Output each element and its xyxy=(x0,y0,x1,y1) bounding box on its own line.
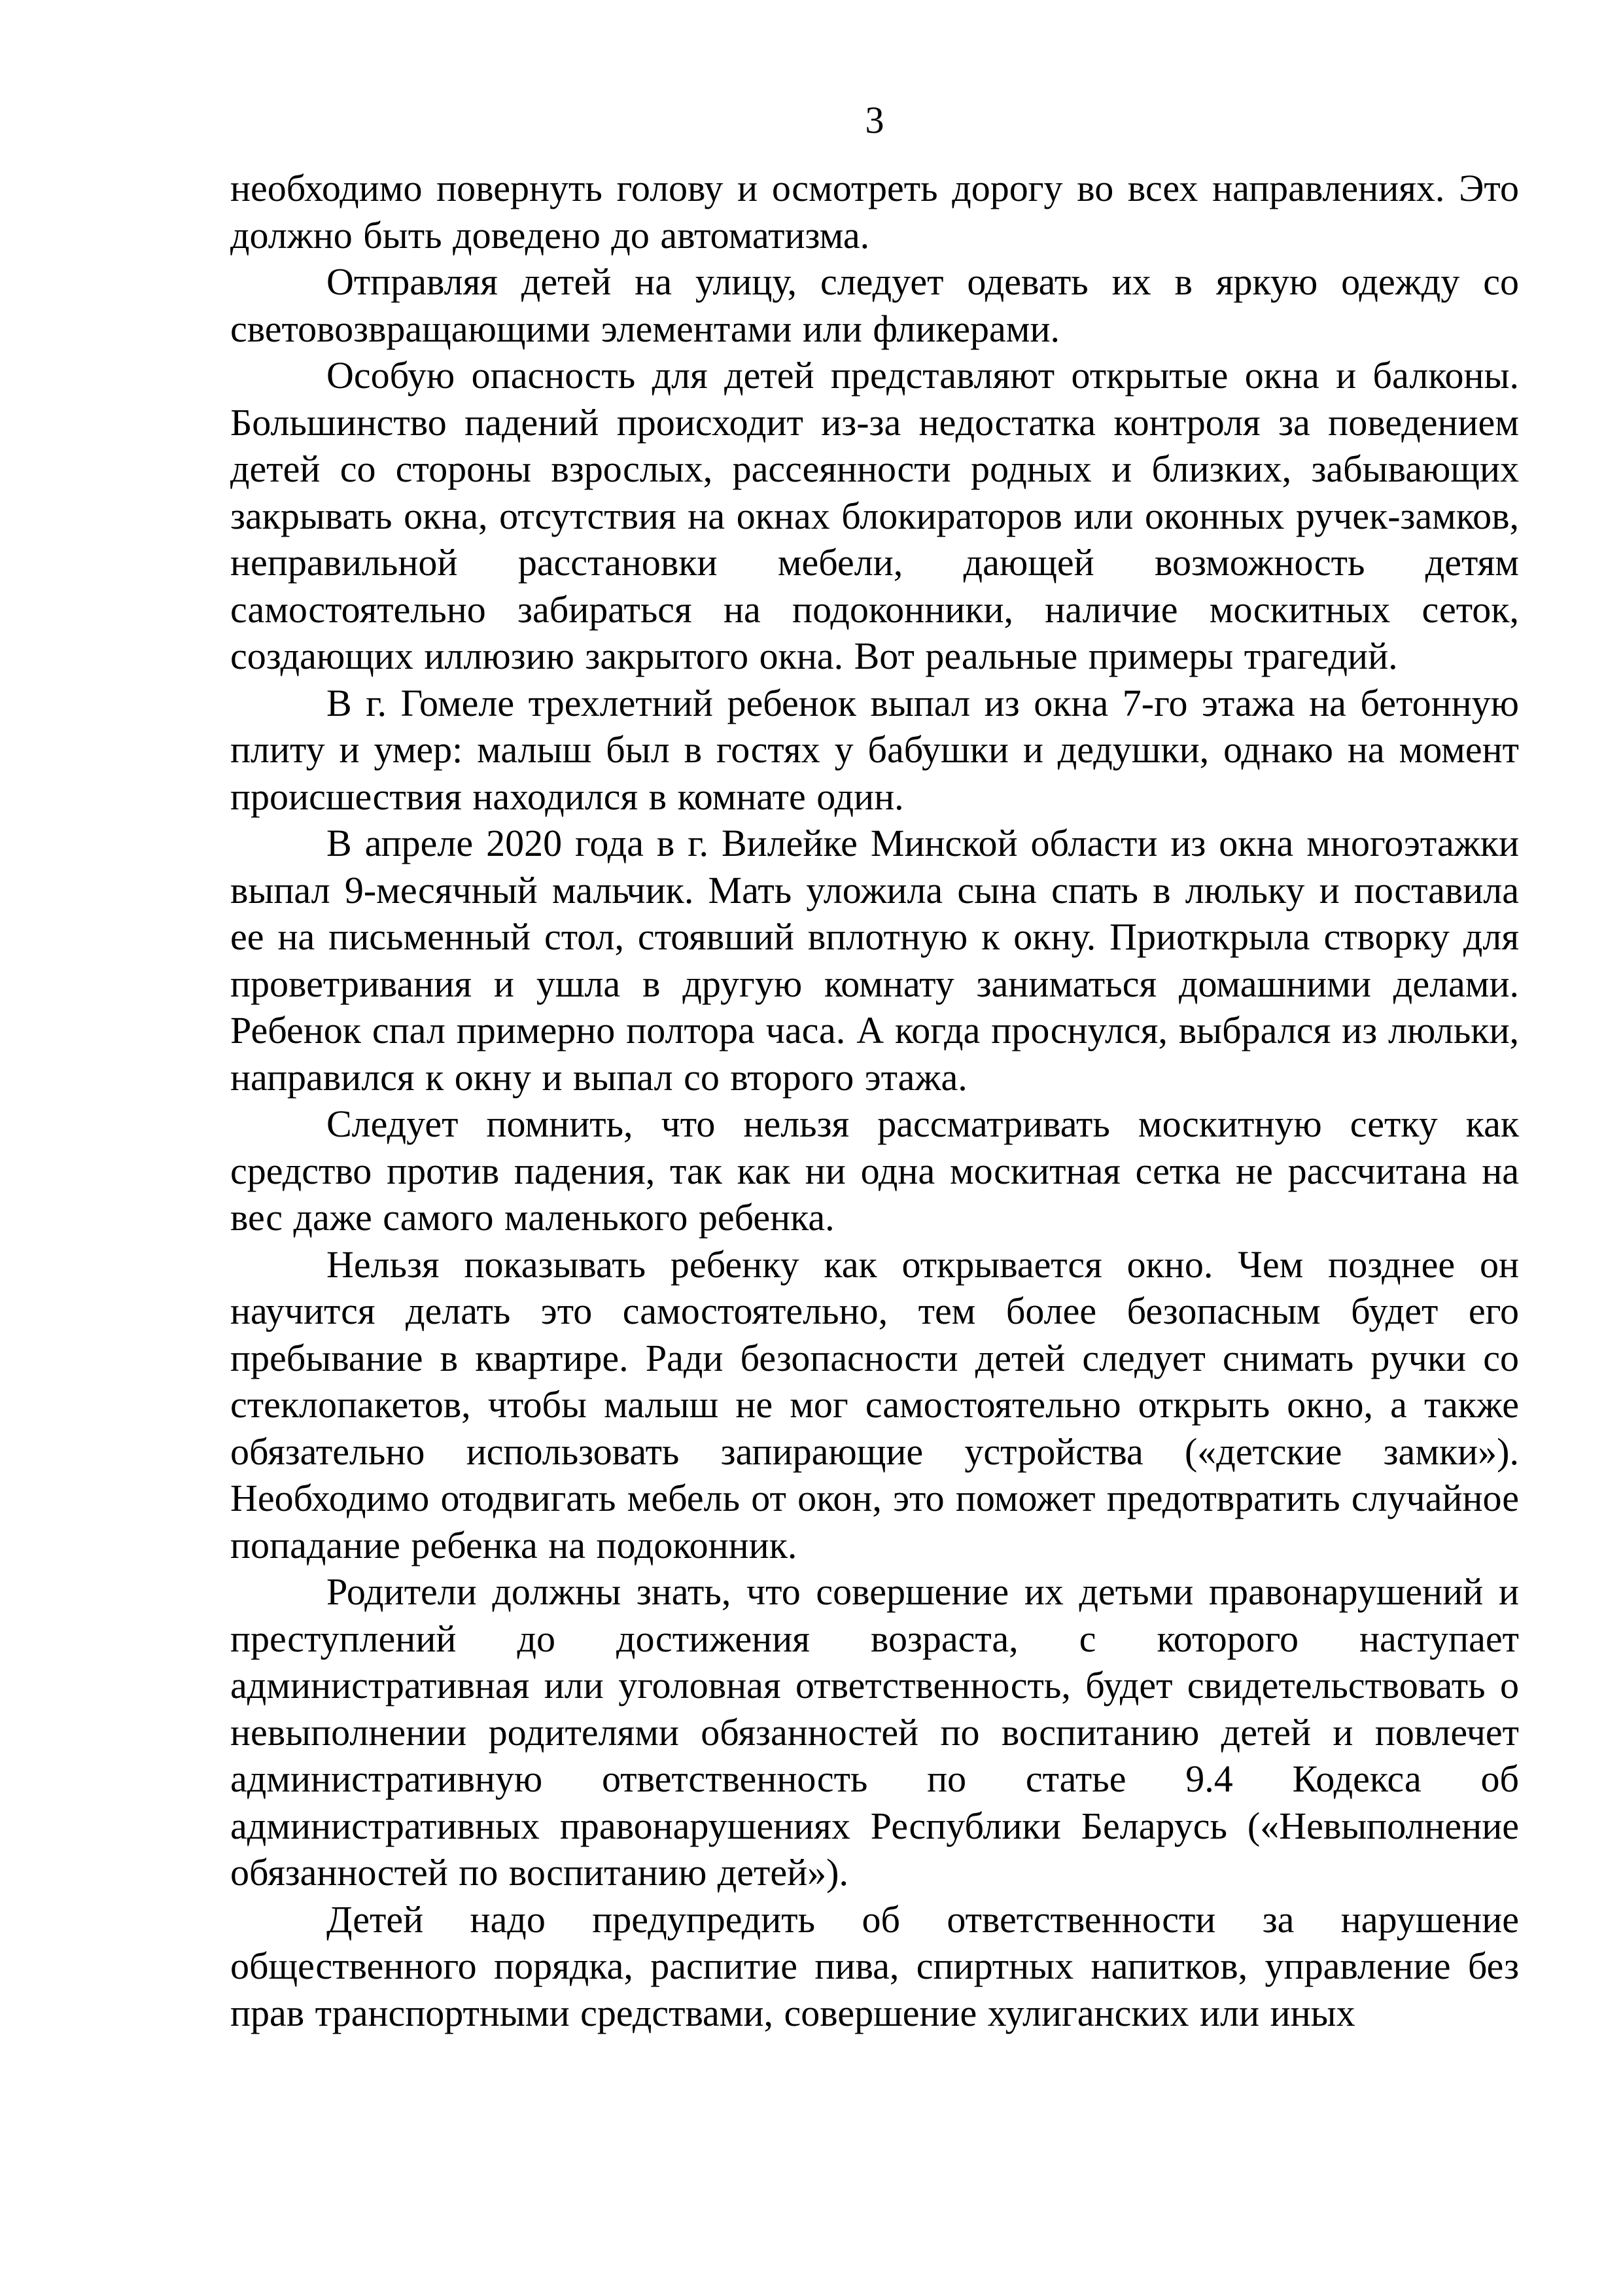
paragraph: необходимо повернуть голову и осмотреть дорогу во всех направлениях. Это должно быть доведено до автоматизма. xyxy=(230,167,1519,256)
document-body xyxy=(230,165,1519,2036)
paragraph: Следует помнить, что нельзя рассматривать москитную сетку как средство против падения, так как ни одна москитная сетка не рассчитана на вес даже самого маленького ребенка. xyxy=(230,1103,1519,1239)
paragraph: Особую опасность для детей представляют открытые окна и балконы. Большинство падений происходит из-за недостатка контроля за поведением детей со стороны взрослых, рассеянности родных и близких, забывающих закрывать окна, отсутствия на окнах блокираторов или оконных ручек-замков, неправильной расстановки мебели, дающей возможность детям самостоятельно забираться на подоконники, наличие москитных сеток, создающих иллюзию закрытого окна. Вот реальные примеры трагедий. xyxy=(230,354,1519,677)
paragraph: В г. Гомеле трехлетний ребенок выпал из окна 7-го этажа на бетонную плиту и умер: малыш был в гостях у бабушки и дедушки, однако на момент происшествия находился в комнате один. xyxy=(230,681,1519,818)
paragraph: Отправляя детей на улицу, следует одевать их в яркую одежду со световозвращающими элементами или фликерами. xyxy=(230,260,1519,350)
paragraph: В апреле 2020 года в г. Вилейке Минской области из окна многоэтажки выпал 9-месячный мальчик. Мать уложила сына спать в люльку и поставила ее на письменный стол, стоявший вплотную к окну. Приоткрыла створку для проветривания и ушла в другую комнату заниматься домашними делами. Ребенок спал примерно полтора часа. А когда проснулся, выбрался из люльки, направился к окну и выпал со второго этажа. xyxy=(230,822,1519,1099)
paragraph: Родители должны знать, что совершение их детьми правонарушений и преступлений до достижения возраста, с которого наступает административная или уголовная ответственность, будет свидетельствовать о невыполнении родителями обязанностей по воспитанию детей и повлечет административную ответственность по статье 9.4 Кодекса об административных правонарушениях Республики Беларусь («Невыполнение обязанностей по воспитанию детей»). xyxy=(230,1570,1519,1894)
paragraph: Нельзя показывать ребенку как открывается окно. Чем позднее он научится делать это самостоятельно, тем более безопасным будет его пребывание в квартире. Ради безопасности детей следует снимать ручки со стеклопакетов, чтобы малыш не мог самостоятельно открыть окно, а также обязательно использовать запирающие устройства («детские замки»). Необходимо отодвигать мебель от окон, это поможет предотвратить случайное попадание ребенка на подоконник. xyxy=(230,1243,1519,1566)
page-number: 3 xyxy=(865,99,884,141)
paragraph: Детей надо предупредить об ответственности за нарушение общественного порядка, распитие пива, спиртных напитков, управление без прав транспортными средствами, совершение хулиганских или иных xyxy=(230,1898,1519,2034)
